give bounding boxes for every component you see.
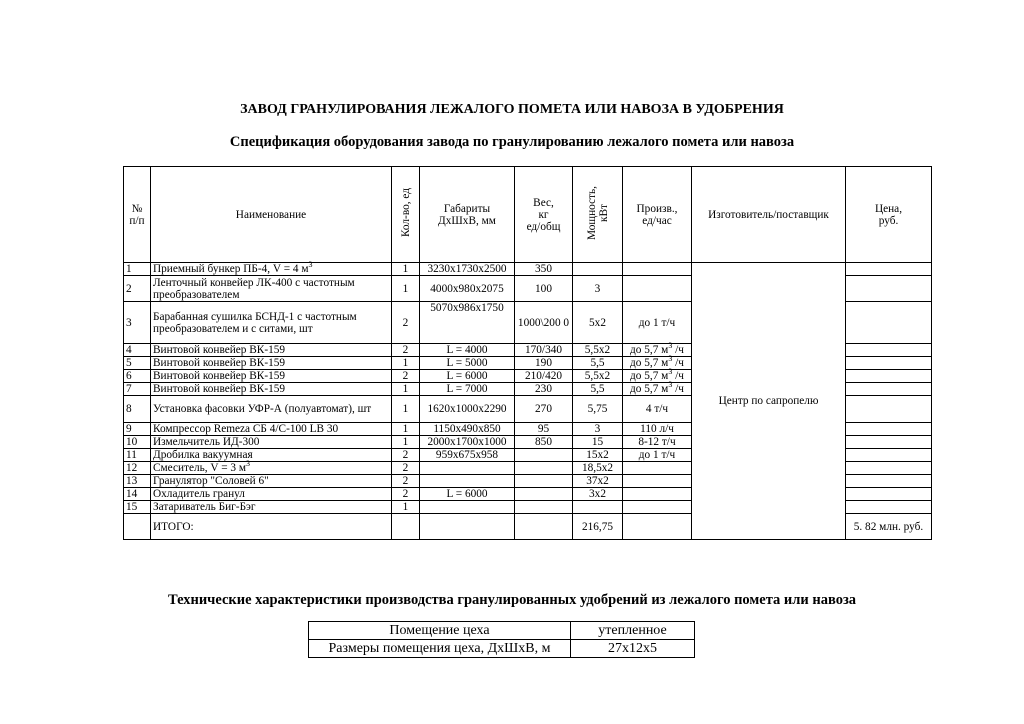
cell-weight: 1000\200 0 [515, 302, 573, 344]
cell-qty: 2 [392, 475, 420, 488]
cell-dims [420, 514, 515, 540]
cell-weight [515, 449, 573, 462]
cell-qty: 1 [392, 423, 420, 436]
cell-price [846, 449, 932, 462]
header-power [573, 167, 623, 263]
tech-value: 27х12х5 [571, 640, 695, 658]
cell-dims: L = 4000 [420, 344, 515, 357]
cell-prod: 110 л/ч [623, 423, 692, 436]
table-body [124, 260, 932, 540]
cell-dims [420, 501, 515, 514]
cell-price [846, 501, 932, 514]
tech-row [309, 640, 695, 658]
cell-dims: 1150х490х850 [420, 423, 515, 436]
cell-power: 15х2 [573, 449, 623, 462]
cell-prod: 8-12 т/ч [623, 436, 692, 449]
cell-name: Затариватель Биг-Бэг [151, 501, 392, 514]
cell-prod [623, 514, 692, 540]
cell-qty: 1 [392, 501, 420, 514]
tech-characteristics-table [308, 621, 695, 658]
superscript: 3 [308, 260, 313, 270]
cell-prod: до 5,7 $м^3$ /ч [623, 357, 692, 370]
cell-dims: L = 7000 [420, 383, 515, 396]
cell-power: 5,5 [573, 383, 623, 396]
cell-name: Установка фасовки УФР-А (полуавтомат), шт [151, 396, 392, 423]
cell-prod [623, 276, 692, 302]
cell-qty: 1 [392, 357, 420, 370]
cell-price [846, 423, 932, 436]
cell-weight [515, 514, 573, 540]
superscript: 3 [668, 367, 673, 377]
tech-key: Помещение цеха [309, 622, 571, 640]
superscript: 3 [668, 341, 673, 351]
cell-dims [420, 462, 515, 475]
cell-name: Ленточный конвейер ЛК-400 с частотным преобразователем [151, 276, 392, 302]
cell-power: 5х2 [573, 302, 623, 344]
cell-name: Винтовой конвейер ВК-159 [151, 344, 392, 357]
cell-num: 2 [124, 276, 151, 302]
page-title: ЗАВОД ГРАНУЛИРОВАНИЯ ЛЕЖАЛОГО ПОМЕТА ИЛИ НАВОЗА В УДОБРЕНИЯ [240, 102, 784, 117]
cell-qty [392, 514, 420, 540]
cell-price [846, 475, 932, 488]
cell-power: 18,5х2 [573, 462, 623, 475]
cell-name: Винтовой конвейер ВК-159 [151, 357, 392, 370]
cell-dims: L = 5000 [420, 357, 515, 370]
cell-qty: 2 [392, 449, 420, 462]
cell-qty: 2 [392, 488, 420, 501]
superscript: 3 [668, 354, 673, 364]
header-power-label: Мощность, кВт [585, 185, 610, 240]
cell-dims [420, 475, 515, 488]
cell-prod: до 1 т/ч [623, 449, 692, 462]
cell-dims: 3230х1730х2500 [420, 263, 515, 276]
header-name: Наименование [151, 167, 392, 263]
cell-price [846, 263, 932, 276]
unit-suffix: /ч [672, 357, 684, 369]
header-qty-label: Кол-во, ед [399, 188, 412, 238]
cell-weight: 170/340 [515, 344, 573, 357]
cell-num [124, 514, 151, 540]
cell-name: Винтовой конвейер ВК-159 [151, 383, 392, 396]
cell-power [573, 501, 623, 514]
tech-row [309, 622, 695, 640]
cell-weight: 190 [515, 357, 573, 370]
cell-num: 14 [124, 488, 151, 501]
cell-dims: 1620х1000х2290 [420, 396, 515, 423]
cell-qty: 2 [392, 370, 420, 383]
cell-power: 5,75 [573, 396, 623, 423]
cell-num: 1 [124, 263, 151, 276]
cell-name: Измельчитель ИД-300 [151, 436, 392, 449]
cell-dims: 4000х980х2075 [420, 276, 515, 302]
cell-name: Винтовой конвейер ВК-159 [151, 370, 392, 383]
table-header-row [124, 167, 932, 263]
unit-suffix: /ч [672, 370, 684, 382]
cell-price [846, 370, 932, 383]
cell-power: 3 [573, 423, 623, 436]
tech-key: Размеры помещения цеха, ДхШхВ, м [309, 640, 571, 658]
cell-num: 11 [124, 449, 151, 462]
cell-num: 13 [124, 475, 151, 488]
cell-num: 6 [124, 370, 151, 383]
cell-price [846, 436, 932, 449]
header-num: № п/п [124, 167, 151, 263]
cell-num: 15 [124, 501, 151, 514]
cell-dims: L = 6000 [420, 370, 515, 383]
total-price: 5. 82 млн. руб. [846, 514, 932, 540]
cell-num: 9 [124, 423, 151, 436]
cell-weight: 270 [515, 396, 573, 423]
cell-price [846, 357, 932, 370]
cell-price [846, 383, 932, 396]
cell-power [573, 263, 623, 276]
cell-prod [623, 462, 692, 475]
cell-dims: L = 6000 [420, 488, 515, 501]
superscript: 3 [246, 459, 251, 469]
cell-maker: Центр по сапропелю [692, 263, 846, 540]
header-qty [392, 167, 420, 263]
cell-qty: 1 [392, 263, 420, 276]
cell-num: 8 [124, 396, 151, 423]
cell-prod: 4 т/ч [623, 396, 692, 423]
cell-name: Смеситель, V = 3 $м^3$ [151, 462, 392, 475]
cell-price [846, 462, 932, 475]
cell-power: 37х2 [573, 475, 623, 488]
cell-price [846, 344, 932, 357]
cell-name: Охладитель гранул [151, 488, 392, 501]
cell-qty: 2 [392, 462, 420, 475]
cell-power: 5,5х2 [573, 370, 623, 383]
total-power: 216,75 [573, 514, 623, 540]
unit-suffix: /ч [672, 383, 684, 395]
cell-prod: до 5,7 $м^3$ /ч [623, 370, 692, 383]
total-label: ИТОГО: [151, 514, 392, 540]
cell-prod: до 5,7 $м^3$ /ч [623, 383, 692, 396]
header-prod: Произв., ед/час [623, 167, 692, 263]
superscript: 3 [668, 380, 673, 390]
header-maker: Изготовитель/поставщик [692, 167, 846, 263]
cell-dims: 5070х986х1750 [420, 302, 515, 344]
cell-weight: 100 [515, 276, 573, 302]
cell-weight [515, 462, 573, 475]
cell-price [846, 488, 932, 501]
cell-weight: 95 [515, 423, 573, 436]
cell-power: 5,5х2 [573, 344, 623, 357]
header-price: Цена, руб. [846, 167, 932, 263]
cell-num: 12 [124, 462, 151, 475]
cell-prod [623, 475, 692, 488]
cell-prod [623, 488, 692, 501]
cell-weight [515, 501, 573, 514]
cell-prod: до 1 т/ч [623, 302, 692, 344]
cell-price [846, 276, 932, 302]
cell-name: Приемный бункер ПБ-4, V = 4 $м^3$ [151, 263, 392, 276]
cell-name: Гранулятор "Соловей 6" [151, 475, 392, 488]
cell-qty: 1 [392, 276, 420, 302]
cell-weight: 210/420 [515, 370, 573, 383]
cell-weight: 350 [515, 263, 573, 276]
cell-num: 10 [124, 436, 151, 449]
cell-power: 3 [573, 276, 623, 302]
table-row [124, 263, 932, 276]
unit-suffix: /ч [672, 344, 684, 356]
cell-name: Компрессор Remeza СБ 4/С-100 LB 30 [151, 423, 392, 436]
cell-qty: 1 [392, 396, 420, 423]
cell-qty: 1 [392, 383, 420, 396]
cell-name: Дробилка вакуумная [151, 449, 392, 462]
cell-num: 4 [124, 344, 151, 357]
cell-num: 3 [124, 302, 151, 344]
cell-weight [515, 488, 573, 501]
cell-weight: 230 [515, 383, 573, 396]
cell-name: Барабанная сушилка БСНД-1 с частотным преобразователем и с ситами, шт [151, 302, 392, 344]
tech-title: Технические характеристики производства гранулированных удобрений из лежалого помета или навоза [167, 592, 857, 608]
cell-dims: 2000х1700х1000 [420, 436, 515, 449]
cell-qty: 1 [392, 436, 420, 449]
cell-prod [623, 263, 692, 276]
spec-subtitle: Спецификация оборудования завода по гранулированию лежалого помета или навоза [229, 134, 795, 150]
cell-prod [623, 501, 692, 514]
cell-power: 15 [573, 436, 623, 449]
cell-price [846, 396, 932, 423]
header-weight: Вес, кг ед/общ [515, 167, 573, 263]
cell-qty: 2 [392, 302, 420, 344]
cell-weight [515, 475, 573, 488]
equipment-spec-table [123, 166, 932, 540]
cell-price [846, 302, 932, 344]
cell-weight: 850 [515, 436, 573, 449]
cell-prod: до 5,7 $м^3$ /ч [623, 344, 692, 357]
cell-qty: 2 [392, 344, 420, 357]
header-dims: Габариты ДхШхВ, мм [420, 167, 515, 263]
tech-value: утепленное [571, 622, 695, 640]
cell-dims: 959х675х958 [420, 449, 515, 462]
cell-power: 5,5 [573, 357, 623, 370]
cell-num: 5 [124, 357, 151, 370]
cell-power: 3х2 [573, 488, 623, 501]
cell-num: 7 [124, 383, 151, 396]
